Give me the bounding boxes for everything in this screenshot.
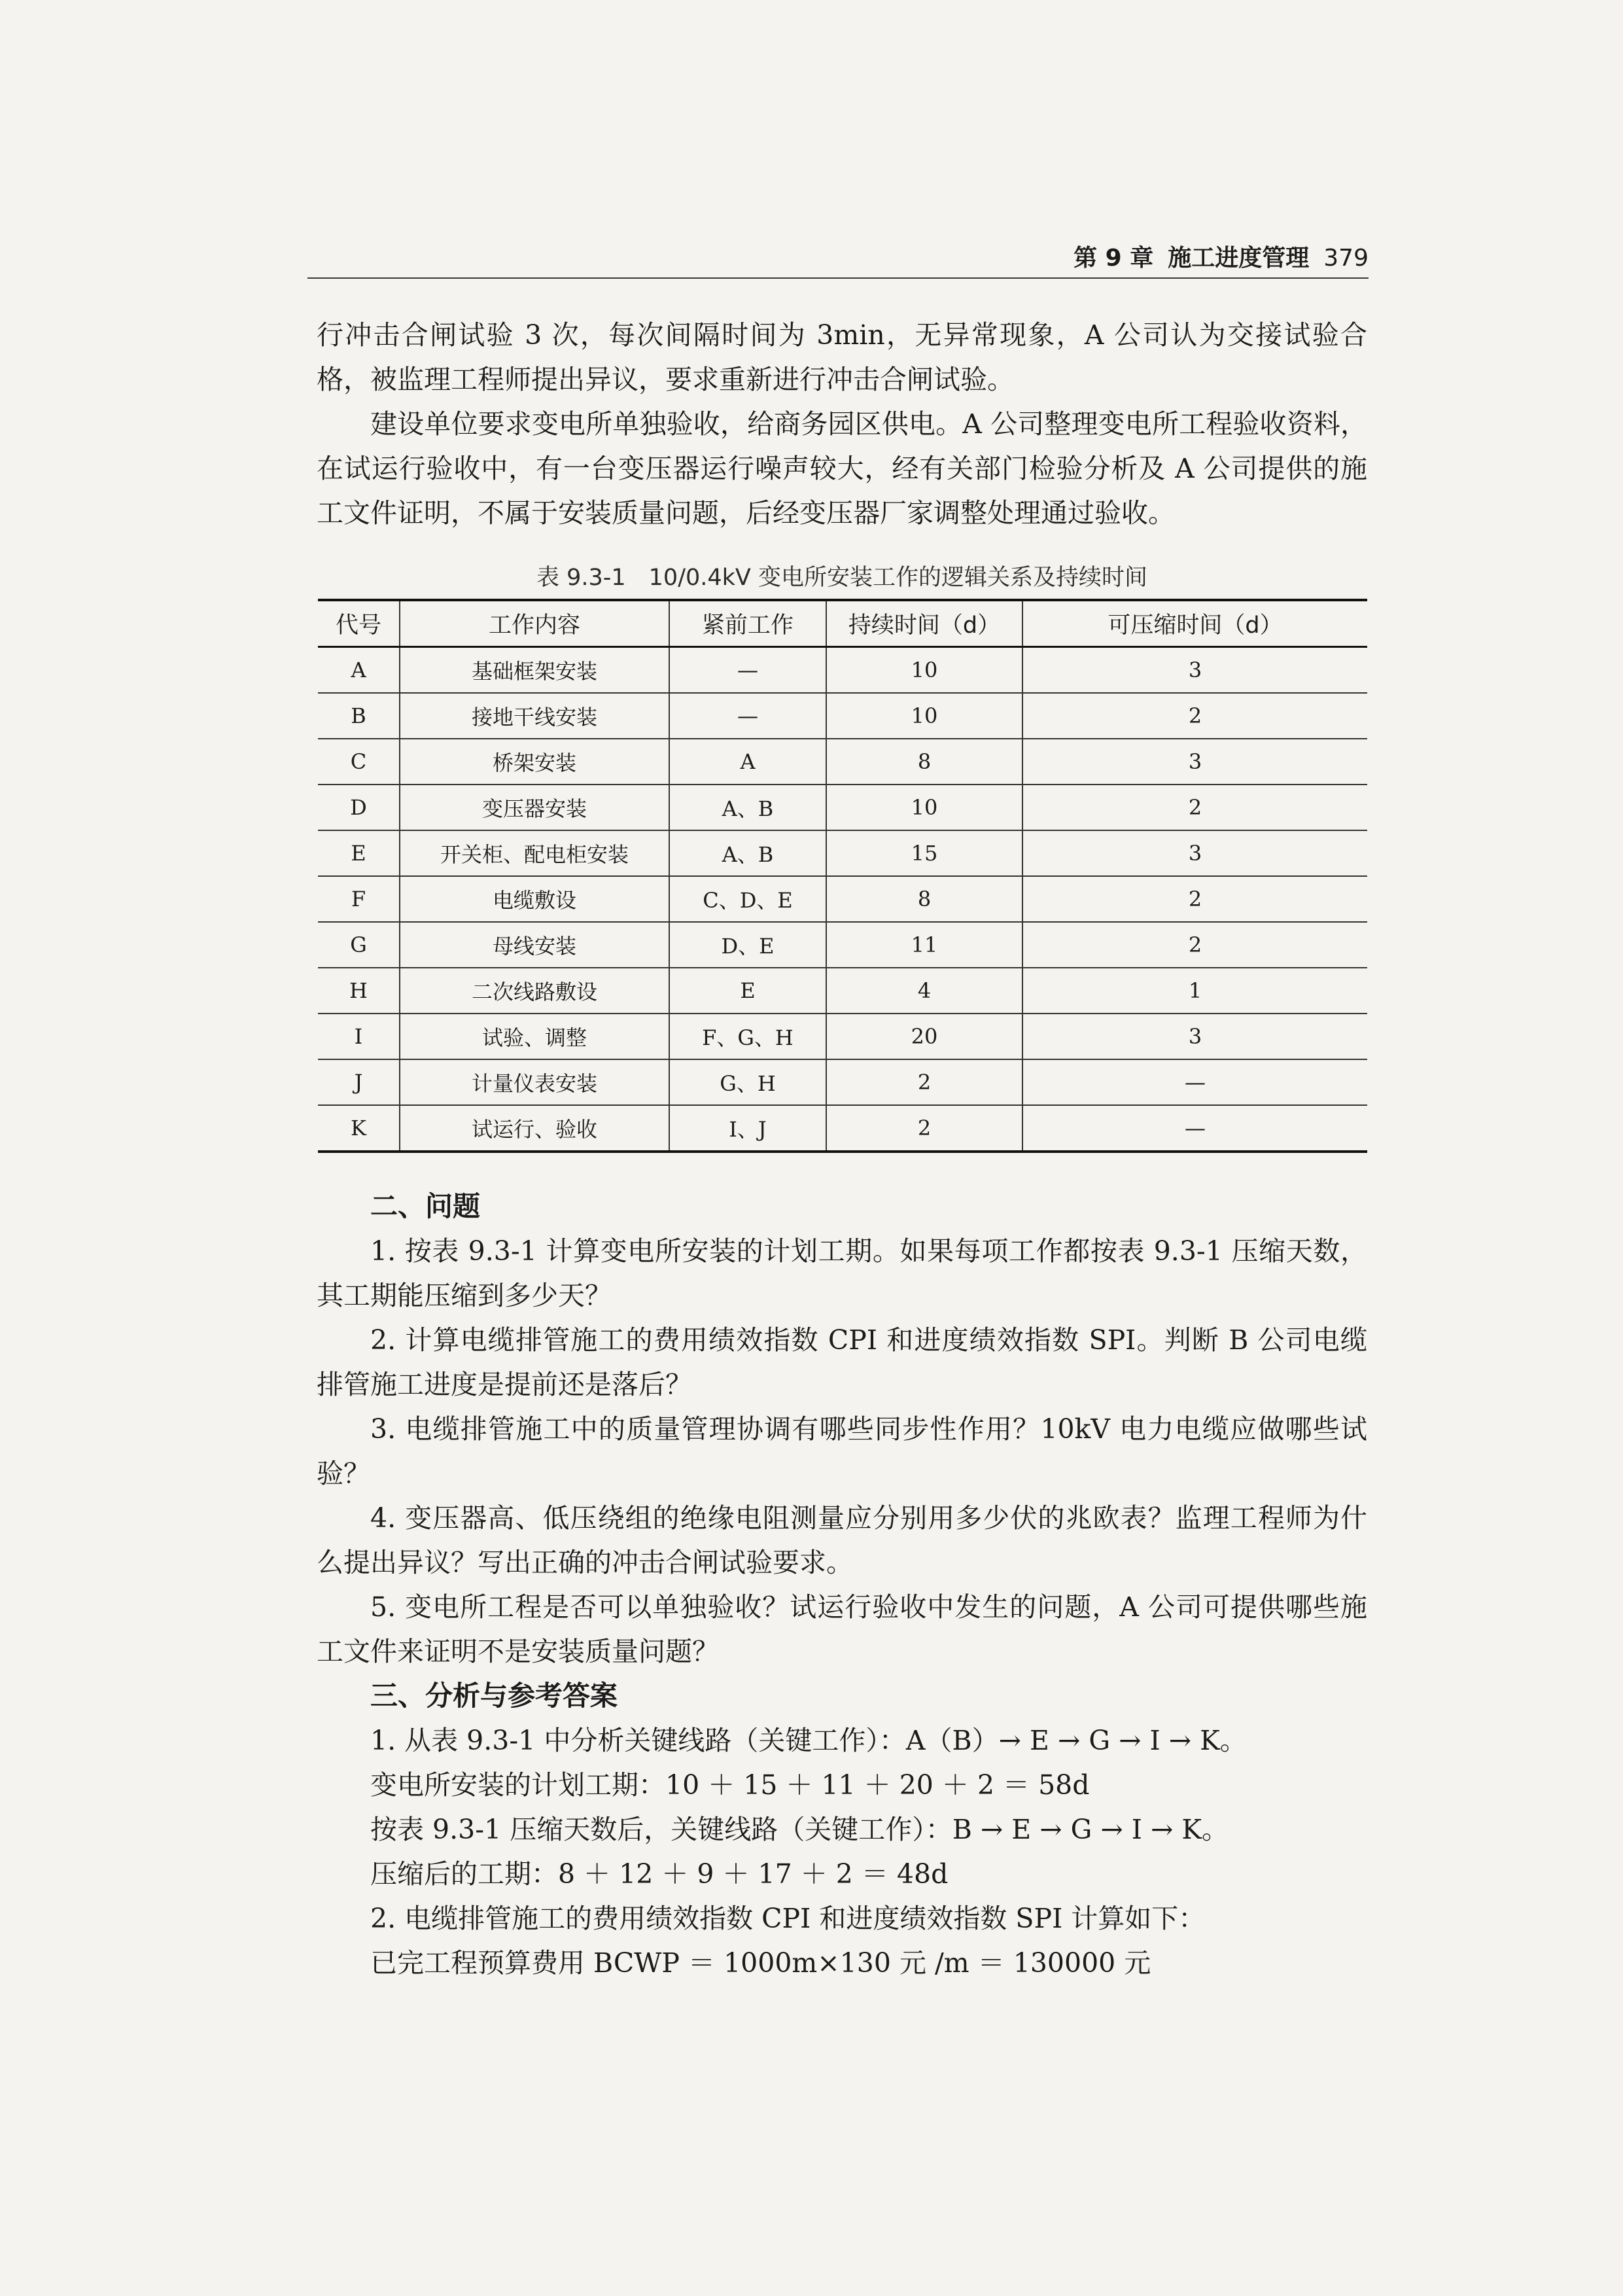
cell-content: 桥架安装 <box>400 739 669 785</box>
cell-content: 基础框架安装 <box>400 647 669 694</box>
question-2: 2. 计算电缆排管施工的费用绩效指数 CPI 和进度绩效指数 SPI。判断 B 公司电缆排管施工进度是提前还是落后？ <box>317 1324 1367 1400</box>
table-caption: 表 9.3-1 10/0.4kV 变电所安装工作的逻辑关系及持续时间 <box>536 565 1147 591</box>
cell-code: D <box>318 785 400 830</box>
cell-content: 电缆敷设 <box>400 876 669 922</box>
work-logic-table <box>318 599 1367 1153</box>
table-row <box>318 876 1367 922</box>
cell-predecessor: E <box>669 968 826 1014</box>
table-header-row <box>318 600 1367 647</box>
paragraph-2: 建设单位要求变电所单独验收，给商务园区供电。A 公司整理变电所工程验收资料，在试运行验收中，有一台变压器运行噪声较大，经有关部门检验分析及 A 公司提供的施工文件证明，不属于安装质量问题，后经变压器厂家调整处理通过验收。 <box>317 408 1367 529</box>
cell-predecessor: — <box>669 693 826 739</box>
cell-code: I <box>318 1014 400 1059</box>
chapter-title: 施工进度管理 <box>1168 245 1310 272</box>
col-header-predecessor: 紧前工作 <box>669 600 826 647</box>
answer-line-4: 压缩后的工期：8 ＋ 12 ＋ 9 ＋ 17 ＋ 2 ＝ 48d <box>370 1858 949 1890</box>
cell-duration: 10 <box>826 785 1022 830</box>
section-answers-title: 三、分析与参考答案 <box>370 1680 618 1712</box>
answer-line-5: 2. 电缆排管施工的费用绩效指数 CPI 和进度绩效指数 SPI 计算如下： <box>370 1903 1206 1934</box>
running-header <box>307 236 1369 281</box>
cell-code: A <box>318 647 400 694</box>
cell-content: 母线安装 <box>400 922 669 968</box>
cell-duration: 15 <box>826 830 1022 876</box>
cell-compressible: 3 <box>1022 1014 1367 1059</box>
cell-duration: 10 <box>826 693 1022 739</box>
cell-compressible: 2 <box>1022 785 1367 830</box>
cell-content: 试运行、验收 <box>400 1105 669 1152</box>
chapter-number: 第 9 章 <box>1073 245 1154 272</box>
cell-code: F <box>318 876 400 922</box>
answer-line-2: 变电所安装的计划工期：10 ＋ 15 ＋ 11 ＋ 20 ＋ 2 ＝ 58d <box>370 1769 1090 1801</box>
cell-predecessor: A、B <box>669 830 826 876</box>
cell-predecessor: D、E <box>669 922 826 968</box>
cell-predecessor: G、H <box>669 1059 826 1105</box>
answer-line-6: 已完工程预算费用 BCWP ＝ 1000m×130 元 /m ＝ 130000 元 <box>370 1947 1151 1979</box>
cell-compressible: 3 <box>1022 647 1367 694</box>
table-body <box>318 647 1367 1152</box>
cell-predecessor: C、D、E <box>669 876 826 922</box>
cell-content: 接地干线安装 <box>400 693 669 739</box>
cell-compressible: — <box>1022 1105 1367 1152</box>
question-3: 3. 电缆排管施工中的质量管理协调有哪些同步性作用？10kV 电力电缆应做哪些试验？ <box>317 1413 1367 1489</box>
cell-code: G <box>318 922 400 968</box>
cell-predecessor: A、B <box>669 785 826 830</box>
cell-predecessor: F、G、H <box>669 1014 826 1059</box>
table-row <box>318 968 1367 1014</box>
paragraph-1: 行冲击合闸试验 3 次，每次间隔时间为 3min，无异常现象，A 公司认为交接试验合格，被监理工程师提出异议，要求重新进行冲击合闸试验。 <box>317 319 1367 395</box>
question-5: 5. 变电所工程是否可以单独验收？试运行验收中发生的问题，A 公司可提供哪些施工文件来证明不是安装质量问题？ <box>317 1591 1367 1667</box>
cell-compressible: 1 <box>1022 968 1367 1014</box>
col-header-compressible: 可压缩时间（d） <box>1022 600 1367 647</box>
cell-code: H <box>318 968 400 1014</box>
intro-text <box>317 313 1367 535</box>
cell-duration: 11 <box>826 922 1022 968</box>
cell-compressible: — <box>1022 1059 1367 1105</box>
table-row <box>318 739 1367 785</box>
table-row <box>318 1059 1367 1105</box>
cell-content: 试验、调整 <box>400 1014 669 1059</box>
table-row <box>318 785 1367 830</box>
cell-content: 变压器安装 <box>400 785 669 830</box>
col-header-duration: 持续时间（d） <box>826 600 1022 647</box>
table-row <box>318 647 1367 694</box>
page-number: 379 <box>1323 245 1369 272</box>
cell-code: K <box>318 1105 400 1152</box>
cell-duration: 8 <box>826 739 1022 785</box>
cell-compressible: 2 <box>1022 876 1367 922</box>
cell-compressible: 3 <box>1022 830 1367 876</box>
cell-duration: 2 <box>826 1059 1022 1105</box>
cell-code: C <box>318 739 400 785</box>
col-header-content: 工作内容 <box>400 600 669 647</box>
cell-duration: 20 <box>826 1014 1022 1059</box>
answer-line-3: 按表 9.3-1 压缩天数后，关键线路（关键工作）：B → E → G → I → K。 <box>370 1814 1229 1845</box>
chapter-heading <box>1059 239 1369 273</box>
cell-code: E <box>318 830 400 876</box>
cell-duration: 10 <box>826 647 1022 694</box>
cell-content: 二次线路敷设 <box>400 968 669 1014</box>
questions-and-answers <box>317 1184 1367 1985</box>
table-row <box>318 830 1367 876</box>
table-row <box>318 922 1367 968</box>
cell-code: J <box>318 1059 400 1105</box>
question-4: 4. 变压器高、低压绕组的绝缘电阻测量应分别用多少伏的兆欧表？监理工程师为什么提出异议？写出正确的冲击合闸试验要求。 <box>317 1502 1367 1578</box>
table-row <box>318 693 1367 739</box>
answer-line-1: 1. 从表 9.3-1 中分析关键线路（关键工作）：A（B）→ E → G → I → K。 <box>370 1725 1247 1756</box>
header-rule <box>307 277 1369 279</box>
cell-predecessor: A <box>669 739 826 785</box>
cell-compressible: 2 <box>1022 922 1367 968</box>
cell-compressible: 3 <box>1022 739 1367 785</box>
cell-content: 开关柜、配电柜安装 <box>400 830 669 876</box>
cell-content: 计量仪表安装 <box>400 1059 669 1105</box>
cell-duration: 2 <box>826 1105 1022 1152</box>
table-row <box>318 1105 1367 1152</box>
question-1: 1. 按表 9.3-1 计算变电所安装的计划工期。如果每项工作都按表 9.3-1 压缩天数，其工期能压缩到多少天？ <box>317 1235 1367 1311</box>
table-row <box>318 1014 1367 1059</box>
section-questions-title: 二、问题 <box>370 1190 481 1222</box>
cell-predecessor: — <box>669 647 826 694</box>
cell-duration: 4 <box>826 968 1022 1014</box>
cell-code: B <box>318 693 400 739</box>
cell-duration: 8 <box>826 876 1022 922</box>
cell-compressible: 2 <box>1022 693 1367 739</box>
cell-predecessor: I、J <box>669 1105 826 1152</box>
col-header-code: 代号 <box>318 600 400 647</box>
